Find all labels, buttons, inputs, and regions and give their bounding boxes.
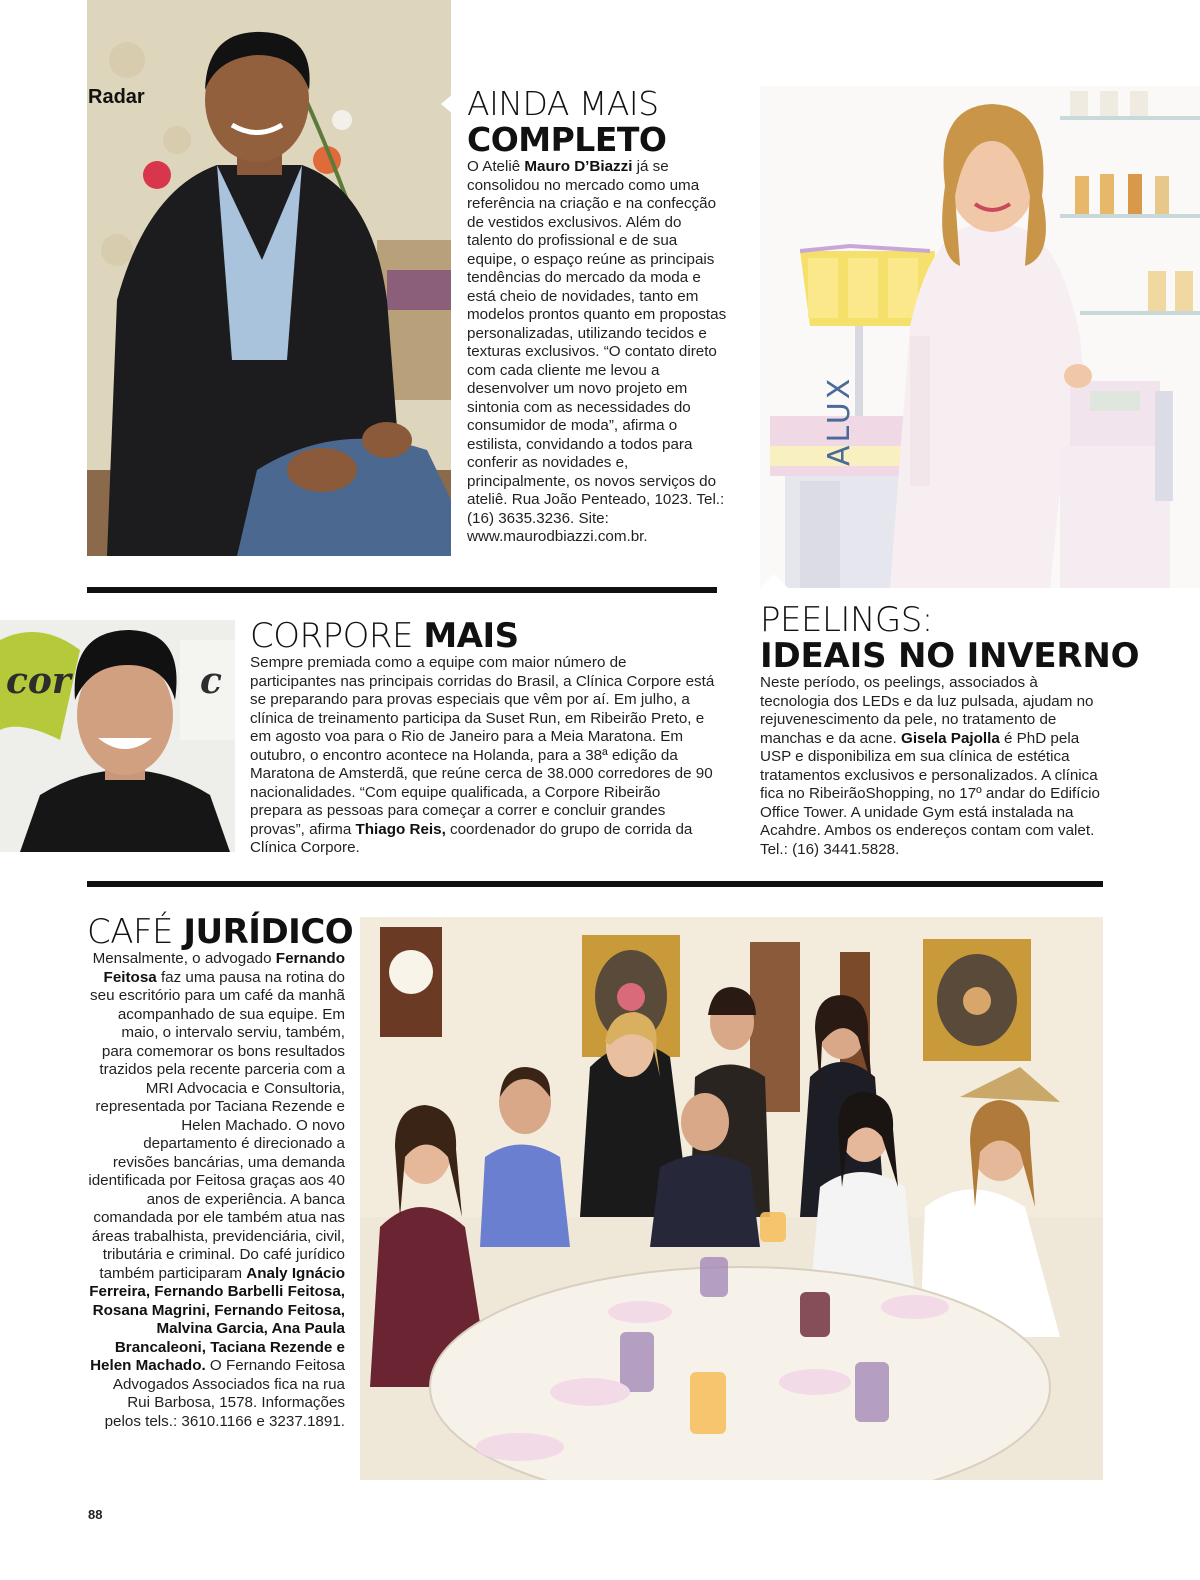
text-run: Neste período, os peelings, associados à tecnologia dos LEDs e da luz pulsada, ajudam no rejuvenescimento da pele, no tratamento de manchas e da acne. — [760, 674, 1094, 747]
article-cafe-juridico — [87, 912, 354, 1431]
headline-light: PEELINGS: — [760, 600, 933, 640]
headline-bold: JURÍDICO — [183, 912, 354, 952]
text-run: O Ateliê — [467, 158, 525, 175]
article-body — [467, 158, 729, 547]
photo-cafe-juridico-group — [360, 917, 1103, 1480]
headline-light: AINDA MAIS — [467, 84, 659, 123]
headline — [250, 618, 720, 654]
page-number: 88 — [88, 1507, 103, 1522]
text-run: faz uma pausa na rotina do seu escritório para um café da manhã acompanhado de sua equipe. Em maio, o intervalo serviu, também, para comemorar os bons resultados trazidos pela recente parceria com a MRI Advocacia e Consultoria, representada por Taciana Rezende e Helen Machado. O novo departamento é direcionado a revisões bancárias, uma demanda identificada por Feitosa graças aos 40 anos de experiência. A banca comandada por ele também atua nas áreas trabalhista, previdenciária, civil, tributária e criminal. Do café jurídico também participaram — [88, 968, 345, 1282]
text-run: O Fernando Feitosa Advogados Associados fica na rua Rui Barbosa, 1578. Informações pelos tels.: 3610.1166 e 3237.1891. — [104, 1357, 345, 1430]
section-label: Radar — [88, 86, 145, 108]
bold-run: Fernando Feitosa — [103, 950, 345, 986]
text-run: Sempre premiada como a equipe com maior número de participantes nas principais corridas do Brasil, a Clínica Corpore está se preparando para provas especiais que vêm por aí. Em julho, a clínica de treinamento participa da Suset Run, em Ribeirão Preto, e em agosto voa para o Rio de Janeiro para a Meia Maratona. Em outubro, o encontro acontece na Holanda, para a 38ª edição da Maratona de Amsterdã, que reúne cerca de 38.000 corredores de 90 nacionalidades. “Com equipe qualificada, a Corpore Ribeirão prepara as pessoas para começar a correr e concluir grandes provas”, afirma — [250, 654, 715, 838]
article-body — [760, 674, 1110, 859]
bold-run: Analy Ignácio Ferreira, Fernando Barbelli Feitosa, Rosana Magrini, Fernando Feitosa, Malvina Garcia, Ana Paula Brancaleoni, Taciana Rezende e Helen Machado. — [89, 1264, 345, 1374]
photo-mauro-dbiazzi — [87, 0, 451, 556]
bold-run: Mauro D’Biazzi — [524, 158, 633, 175]
bold-run: Gisela Pajolla — [901, 729, 1000, 747]
machine-brand-text: ALUX — [822, 375, 857, 466]
text-run: é PhD pela USP e disponibiliza em sua clínica de estética tratamentos exclusivos e personalizados. A clínica fica no RibeirãoShopping, no 17º andar do Edifício Office Tower. A unidade Gym está instalada na Acahdre. Ambos os endereços contam com valet. Tel.: (16) 3441.5828. — [760, 729, 1100, 858]
article-body — [250, 654, 716, 858]
photo-notch — [441, 92, 455, 116]
headline-bold: IDEAIS NO INVERNO — [760, 636, 1140, 676]
headline-light: CAFÉ — [87, 912, 184, 952]
article-peelings — [760, 602, 1200, 859]
text-run: coordenador do grupo de corrida da Clínica Corpore. — [250, 820, 693, 856]
article-body — [87, 950, 345, 1431]
photo-gisela-pajolla — [760, 86, 1200, 588]
photo-notch-2 — [760, 574, 788, 588]
article-ainda-mais-completo — [467, 86, 737, 547]
corpore-sign-right: c — [200, 660, 222, 702]
photo-thiago-reis — [0, 620, 235, 852]
divider-rule-2 — [87, 881, 1103, 887]
headline — [87, 912, 354, 952]
headline-bold: COMPLETO — [467, 120, 667, 159]
corpore-sign-left: cor — [6, 660, 71, 702]
text-run: já se consolidou no mercado como uma referência na criação e na confecção de vestidos exclusivos. Além do talento do profissional e de sua equipe, o espaço reúne as principais tendências do mercado da moda e está cheio de novidades, tanto em modelos prontos quanto em propostas personalizadas, utilizando tecidos e texturas exclusivos. “O contato direto com cada cliente me levou a desenvolver um novo projeto em sintonia com as necessidades do consumidor de moda”, afirma o estilista, convidando a todos para conferir as novidades e, principalmente, os novos serviços do ateliê. Rua João Penteado, 1023. Tel.: (16) 3635.3236. Site: www.maurodbiazzi.com.br. — [467, 158, 727, 545]
headline-light: CORPORE — [250, 616, 424, 656]
headline-bold: MAIS — [423, 616, 519, 656]
article-corpore-mais — [250, 618, 720, 858]
divider-rule — [87, 587, 717, 593]
text-run: Mensalmente, o advogado — [92, 950, 276, 967]
bold-run: Thiago Reis, — [355, 820, 446, 838]
